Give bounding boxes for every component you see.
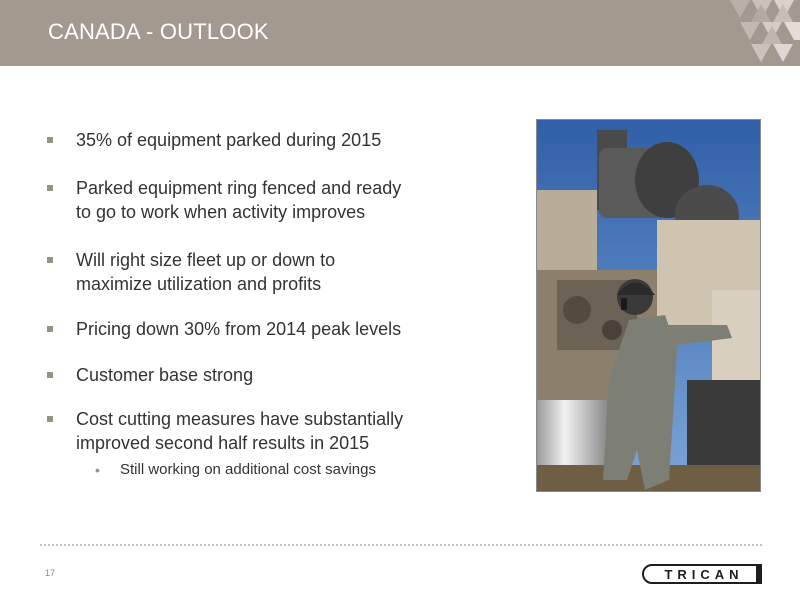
slide-title: CANADA - OUTLOOK <box>48 19 269 44</box>
logo-text: TRICAN <box>664 566 744 582</box>
square-bullet-icon <box>47 326 53 332</box>
bullet-text: Pricing down 30% from 2014 peak levels <box>76 319 402 339</box>
bullet-text: Customer base strong <box>76 365 254 385</box>
trican-logo <box>642 564 762 584</box>
sub-bullet-text: Still working on additional cost savings <box>120 461 376 478</box>
bullet-text: Cost cutting measures have substantially improved second half results in 2015 <box>76 409 404 453</box>
bullet-text: Parked equipment ring fenced and ready to go to work when activity improves <box>76 178 402 222</box>
square-bullet-icon <box>47 185 53 191</box>
logo-bar-decoration <box>756 564 762 584</box>
page-number: 17 <box>45 568 56 578</box>
photo-illustration <box>537 120 761 492</box>
square-bullet-icon <box>47 416 53 422</box>
triangle-pattern-decoration <box>690 0 800 66</box>
slide-header <box>0 0 800 66</box>
square-bullet-icon <box>47 257 53 263</box>
footer-divider <box>40 544 762 546</box>
bullet-text: 35% of equipment parked during 2015 <box>76 130 382 150</box>
worker-equipment-photo <box>536 119 761 492</box>
round-bullet-icon: • <box>95 462 100 478</box>
square-bullet-icon <box>47 372 53 378</box>
square-bullet-icon <box>47 137 53 143</box>
bullet-text: Will right size fleet up or down to maximize utilization and profits <box>76 250 336 294</box>
